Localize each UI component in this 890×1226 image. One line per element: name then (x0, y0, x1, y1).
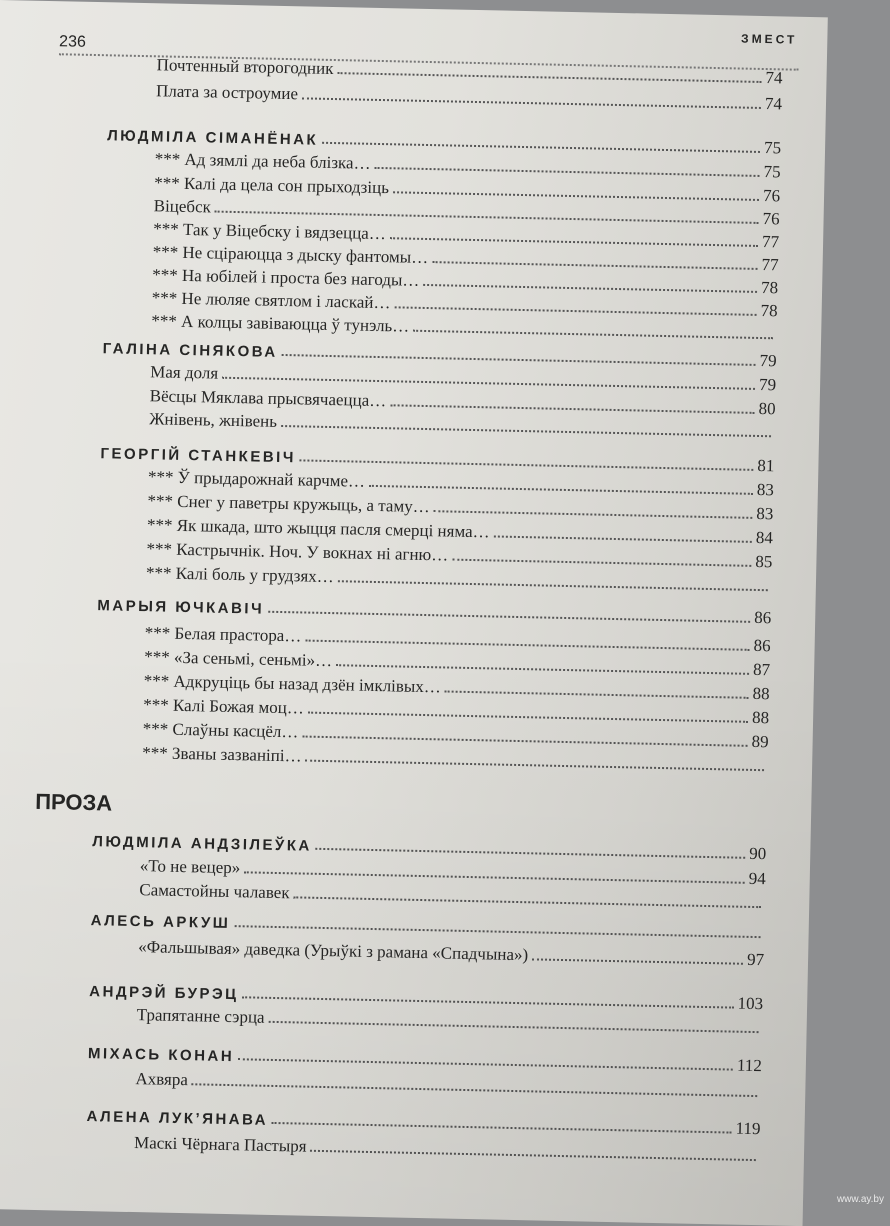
page-ref: 84 (752, 528, 773, 548)
entry-title: *** Кастрычнік. Ноч. У вокнах ні агню… (146, 539, 452, 565)
page-ref: 88 (748, 684, 769, 704)
page-ref: 89 (747, 732, 768, 752)
dot-leader (302, 97, 761, 109)
dot-leader (413, 330, 773, 340)
running-title: ЗМЕСТ (741, 32, 797, 47)
dot-leader (452, 559, 751, 567)
entry-title: Трапятанне сэрца (137, 1005, 269, 1028)
page-ref: 97 (743, 950, 764, 970)
page-ref: 94 (745, 869, 766, 889)
author-name: МАРЫЯ ЮЧКАВІЧ (97, 597, 268, 618)
entry-title: Плата за остроумие (156, 81, 302, 104)
page-ref: 75 (760, 138, 781, 158)
page-ref: 119 (731, 1119, 760, 1140)
page-ref: 86 (749, 636, 770, 656)
page-ref: 112 (733, 1056, 762, 1077)
page-ref: 75 (759, 162, 780, 182)
entry-title: Почтенный второгодник (156, 55, 337, 79)
dot-leader (234, 925, 760, 938)
dot-leader (281, 425, 771, 437)
entry-title: Мая доля (150, 362, 222, 384)
page-ref: 81 (753, 456, 774, 476)
page-ref: 83 (752, 504, 773, 524)
dot-leader (434, 510, 753, 519)
page-header (59, 15, 819, 61)
dot-leader (432, 261, 757, 270)
author-name: АЛЕНА ЛУК’ЯНАВА (86, 1108, 272, 1129)
page-ref: 78 (756, 301, 777, 321)
dot-leader (322, 142, 760, 153)
entry-title: Ахвяра (135, 1069, 192, 1090)
dot-leader (316, 848, 745, 859)
entry-title: *** Калі боль у грудзях… (146, 563, 338, 587)
page-ref: 88 (748, 708, 769, 728)
entry-title: Вёсцы Мяклава прысвячаецца… (150, 386, 391, 411)
dot-leader (369, 485, 753, 495)
dot-leader (337, 72, 761, 83)
page-ref: 79 (755, 375, 776, 395)
page-number: 236 (59, 33, 86, 52)
dot-leader (302, 735, 747, 746)
dot-leader (390, 237, 758, 247)
entry-title: *** Званы зазваніпі… (142, 743, 306, 766)
dot-leader (238, 1058, 733, 1070)
section-heading-proza: ПРОЗА (35, 789, 113, 817)
entry-title: *** Слаўны касцёл… (143, 719, 303, 742)
dot-leader (532, 958, 743, 964)
entry-title: *** Адкруціць бы назад дзён імклівых… (144, 671, 445, 697)
toc-entry-row (138, 937, 764, 970)
entry-title: «То не вецер» (140, 856, 245, 878)
toc-entry-row (134, 1133, 760, 1166)
page-ref: 77 (758, 232, 779, 252)
dot-leader (268, 611, 750, 623)
dot-leader (308, 712, 748, 723)
watermark: www.ay.by (837, 1194, 884, 1205)
page-ref: 76 (758, 209, 779, 229)
entry-title: Віцебск (154, 196, 216, 217)
entry-title: *** А колцы завіваюцца ў тунэль… (151, 311, 413, 336)
dot-leader (336, 664, 749, 675)
author-name: МІХАСЬ КОНАН (88, 1045, 239, 1065)
entry-title: Маскі Чёрнага Пастыря (134, 1133, 311, 1157)
dot-leader (338, 580, 768, 591)
entry-title: *** На юбілей і проста без нагоды… (152, 265, 424, 291)
page-ref: 74 (761, 94, 782, 114)
entry-title: *** Як шкада, што жыцця пасля смерці няма… (147, 515, 494, 542)
dot-leader (300, 459, 754, 471)
author-name: ГАЛІНА СІНЯКОВА (103, 340, 282, 361)
dot-leader (423, 284, 757, 293)
entry-title: *** Калі да цела сон прыходзіць (154, 173, 393, 198)
entry-title: *** Так у Віцебску і вядзецца… (153, 219, 390, 244)
entry-title: Жнівень, жнівень (149, 409, 281, 432)
entry-title: *** Белая прастора… (145, 623, 306, 646)
entry-title: *** Калі Божая моц… (143, 695, 308, 718)
author-name: ЛЮДМІЛА СІМАНЁНАК (107, 127, 322, 148)
page-ref: 90 (745, 844, 766, 864)
dot-leader (445, 690, 749, 698)
page-ref: 74 (761, 68, 782, 88)
dot-leader (394, 306, 756, 316)
dot-leader (305, 640, 749, 651)
page-ref: 79 (755, 351, 776, 371)
page-ref: 86 (750, 608, 771, 628)
page-ref: 80 (754, 399, 775, 419)
table-of-contents (0, 0, 828, 17)
author-name: АЛЕСЬ АРКУШ (91, 912, 235, 932)
page-ref: 85 (751, 552, 772, 572)
entry-title: *** Не сціраюцца з дыску фантомы… (153, 242, 433, 268)
author-name: ГЕОРГІЙ СТАНКЕВІЧ (100, 445, 300, 466)
entry-title: *** Ў прыдарожнай карчме… (148, 467, 369, 492)
page-ref: 77 (757, 255, 778, 275)
dot-leader (192, 1083, 757, 1097)
dot-leader (282, 354, 756, 366)
dot-leader (310, 1150, 755, 1161)
dot-leader (374, 167, 759, 177)
page-ref: 83 (753, 480, 774, 500)
dot-leader (243, 996, 734, 1008)
author-name: ЛЮДМІЛА АНДЗІЛЕЎКА (92, 833, 316, 855)
page-ref: 87 (749, 660, 770, 680)
dot-leader (244, 871, 745, 883)
entry-title: *** Ад зямлі да неба блізка… (154, 149, 374, 174)
entry-title: «Фальшывая» даведка (Урыўкі з рамана «Спадчына») (138, 937, 532, 965)
entry-title: *** Не люляе святлом і ласкай… (152, 288, 395, 313)
dot-leader (494, 535, 752, 542)
dot-leader (272, 1122, 732, 1134)
author-name: АНДРЭЙ БУРЭЦ (89, 983, 243, 1003)
entry-title: Самастойны чалавек (139, 880, 294, 903)
dot-leader (293, 896, 761, 908)
dot-leader (268, 1021, 758, 1033)
page-ref: 78 (757, 278, 778, 298)
toc-author-row (97, 594, 771, 628)
entry-title: *** Снег у паветры кружыць, а таму… (147, 491, 434, 517)
dot-leader (393, 191, 759, 201)
dot-leader (305, 760, 764, 772)
dot-leader (222, 377, 755, 390)
entry-title: *** «За сеньмі, сеньмі»… (144, 647, 336, 671)
dot-leader (390, 404, 754, 414)
page-ref: 103 (733, 994, 763, 1015)
page-ref: 76 (759, 186, 780, 206)
